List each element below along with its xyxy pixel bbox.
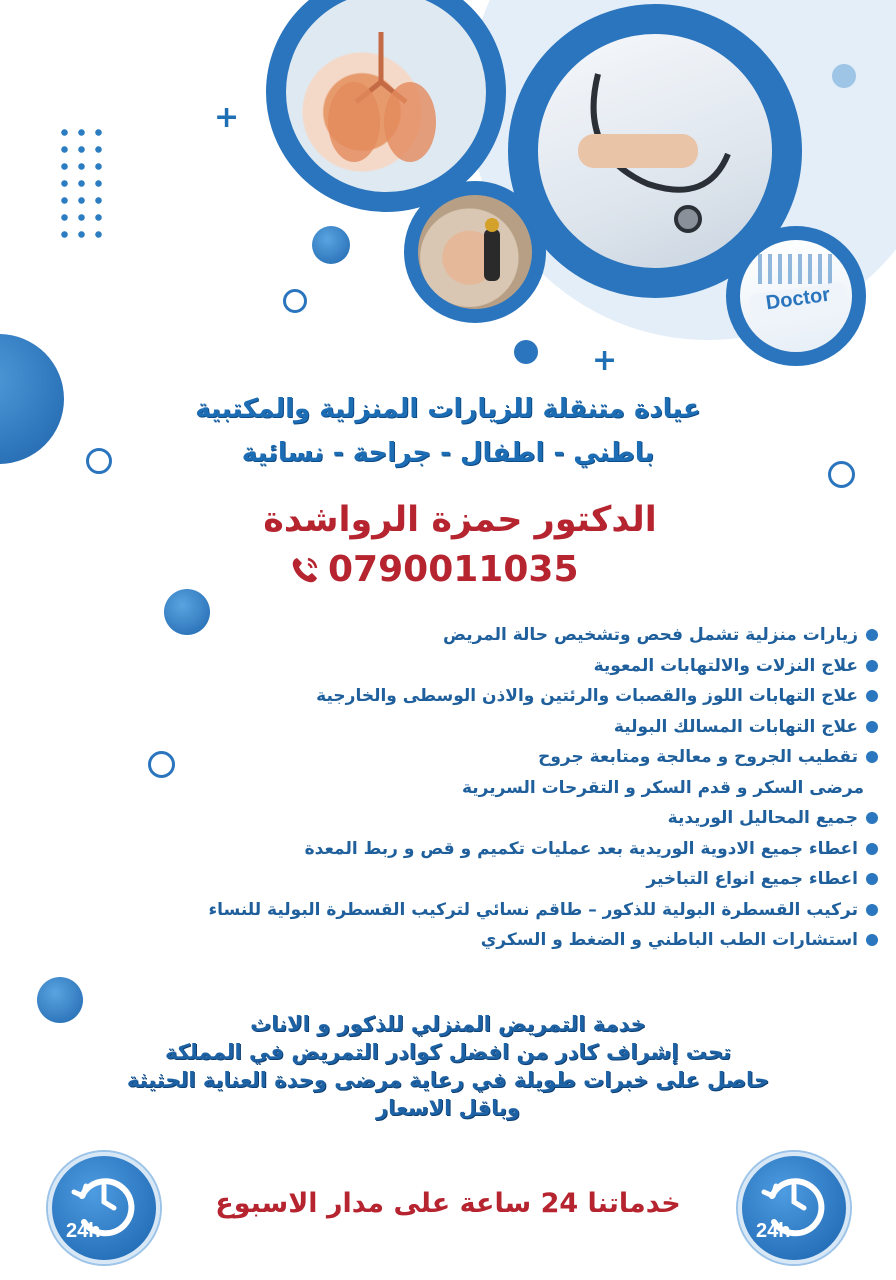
clock-24h-badge-left — [48, 1152, 160, 1264]
clock-24h-icon — [742, 1156, 846, 1260]
badge-label: 24h — [66, 1220, 101, 1242]
lungs-icon — [286, 0, 486, 192]
service-item: علاج النزلات والالتهابات المعوية — [178, 651, 878, 682]
ear-exam-photo — [404, 181, 546, 323]
bullet-icon — [866, 721, 878, 733]
bullet-icon — [866, 904, 878, 916]
nursing-line: وباقل الاسعار — [376, 1096, 520, 1120]
service-item: تركيب القسطرة البولية للذكور – طاقم نسائي لتركيب القسطرة البولية للنساء — [178, 895, 878, 926]
service-item: استشارات الطب الباطني و الضغط و السكري — [178, 925, 878, 956]
bullet-icon — [866, 629, 878, 641]
nursing-line: خدمة التمريض المنزلي للذكور و الاناث — [250, 1012, 646, 1036]
bullet-icon — [866, 873, 878, 885]
bullet-icon — [866, 690, 878, 702]
bullet-icon — [866, 751, 878, 763]
small-light-dot — [832, 64, 856, 88]
bullet-icon — [866, 660, 878, 672]
nursing-section — [60, 1010, 836, 1122]
services-list — [178, 620, 878, 956]
doctor-document-photo — [726, 226, 866, 366]
service-item: زيارات منزلية تشمل فحص وتشخيص حالة المريض — [178, 620, 878, 651]
bullet-icon — [866, 934, 878, 946]
service-item: اعطاء جميع انواع التباخير — [178, 864, 878, 895]
service-item: مرضى السكر و قدم السكر و التقرحات السريرية — [461, 777, 864, 798]
clock-24h-badge-right — [738, 1152, 850, 1264]
mid-blue-dot — [312, 226, 350, 264]
nursing-line: تحت إشراف كادر من افضل كوادر التمريض في المملكة — [164, 1040, 732, 1064]
plus-icon: + — [592, 343, 618, 378]
availability-text: خدماتنا 24 ساعة على مدار الاسبوع — [215, 1188, 681, 1219]
clinic-title: عيادة متنقلة للزيارات المنزلية والمكتبية — [195, 394, 701, 424]
doctor-name: الدكتور حمزة الرواشدة — [263, 500, 657, 540]
specialties-line: باطني - اطفال - جراحة - نسائية — [241, 438, 655, 468]
stethoscope-icon — [538, 34, 772, 268]
service-item: جميع المحاليل الوريدية — [178, 803, 878, 834]
phone-icon — [288, 553, 322, 587]
ring-outline-4 — [148, 751, 175, 778]
phone-number: 0790011035 — [328, 549, 579, 590]
bullet-icon — [866, 812, 878, 824]
bullet-icon — [866, 843, 878, 855]
clock-24h-icon — [52, 1156, 156, 1260]
small-blue-dot — [514, 340, 538, 364]
doctor-label: Doctor — [749, 281, 847, 317]
chart-lines-decoration — [758, 254, 838, 284]
otoscope-icon — [418, 195, 532, 309]
dot-grid-decoration — [56, 124, 108, 242]
ring-outline-1 — [283, 289, 307, 313]
phone-number-row[interactable] — [288, 548, 588, 592]
service-item: علاج التهابات المسالك البولية — [178, 712, 878, 743]
service-item: اعطاء جميع الادوية الوريدية بعد عمليات تكميم و قص و ربط المعدة — [178, 834, 878, 865]
plus-icon: + — [214, 100, 240, 135]
badge-label: 24h — [756, 1220, 791, 1242]
service-item: تقطيب الجروح و معالجة ومتابعة جروح — [178, 742, 878, 773]
nursing-line: حاصل على خبرات طويلة في رعاية مرضى وحدة العناية الحثيثة — [126, 1068, 770, 1092]
service-item: علاج التهابات اللوز والقصبات والرئتين والاذن الوسطى والخارجية — [178, 681, 878, 712]
